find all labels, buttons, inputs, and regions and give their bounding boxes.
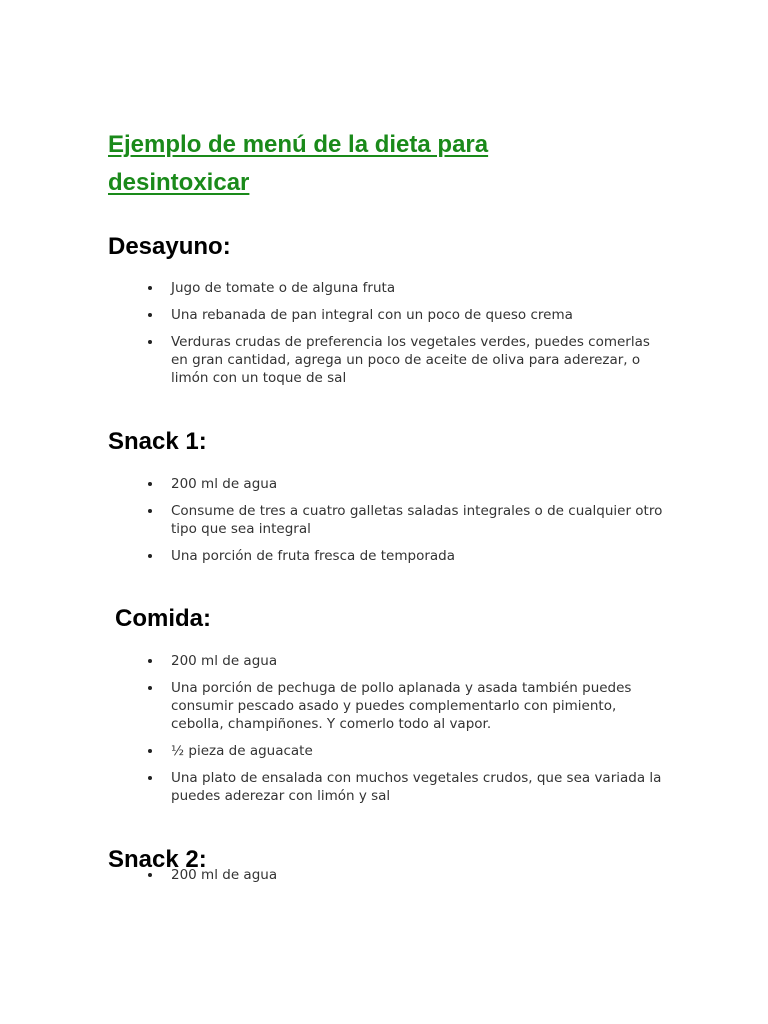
list-item: [148, 475, 668, 493]
list-item: [148, 333, 668, 387]
snack-1-list: [148, 475, 668, 574]
list-item: [148, 306, 668, 324]
list-item: [148, 769, 668, 805]
bullet-icon: [148, 286, 152, 290]
bullet-icon: [148, 659, 152, 663]
bullet-icon: [148, 554, 152, 558]
list-item-text: Jugo de tomate o de alguna fruta: [171, 280, 396, 296]
list-item: [148, 652, 668, 670]
document-title[interactable]: Ejemplo de menú de la dieta para desintoxicar: [108, 131, 489, 196]
bullet-icon: [148, 313, 152, 317]
list-item: [148, 679, 668, 733]
section-heading-snack-2: Snack 2:: [108, 846, 207, 873]
bullet-icon: [148, 509, 152, 513]
list-item-text: 200 ml de agua: [171, 867, 278, 883]
list-item-text: Una rebanada de pan integral con un poco de queso crema: [171, 307, 573, 323]
comida-list: [148, 652, 668, 814]
list-item-text: Verduras crudas de preferencia los vegetales verdes, puedes comerlas en gran cantidad, agrega un poco de aceite de oliva para aderezar, o limón con un toque de sal: [171, 334, 650, 386]
list-item: [148, 866, 668, 884]
list-item: [148, 279, 668, 297]
list-item-text: Consume de tres a cuatro galletas saladas integrales o de cualquier otro tipo que sea integral: [171, 503, 663, 537]
list-item-text: Una plato de ensalada con muchos vegetales crudos, que sea variada la puedes aderezar con limón y sal: [171, 770, 662, 804]
list-item-text: Una porción de pechuga de pollo aplanada y asada también puedes consumir pescado asado y puedes complementarlo con pimiento, cebolla, champiñones. Y comerlo todo al vapor.: [171, 680, 632, 732]
bullet-icon: [148, 686, 152, 690]
list-item-text: 200 ml de agua: [171, 653, 278, 669]
list-item-text: 200 ml de agua: [171, 476, 278, 492]
section-heading-snack-1: Snack 1:: [108, 428, 207, 455]
section-heading-comida: Comida:: [115, 605, 211, 632]
section-heading-desayuno: Desayuno:: [108, 233, 231, 260]
list-item-text: Una porción de fruta fresca de temporada: [171, 548, 455, 564]
list-item-text: ½ pieza de aguacate: [171, 743, 313, 759]
bullet-icon: [148, 873, 152, 877]
snack-2-list: [148, 866, 668, 893]
list-item: [148, 502, 668, 538]
bullet-icon: [148, 749, 152, 753]
bullet-icon: [148, 776, 152, 780]
bullet-icon: [148, 482, 152, 486]
bullet-icon: [148, 340, 152, 344]
list-item: [148, 742, 668, 760]
desayuno-list: [148, 279, 668, 396]
list-item: [148, 547, 668, 565]
